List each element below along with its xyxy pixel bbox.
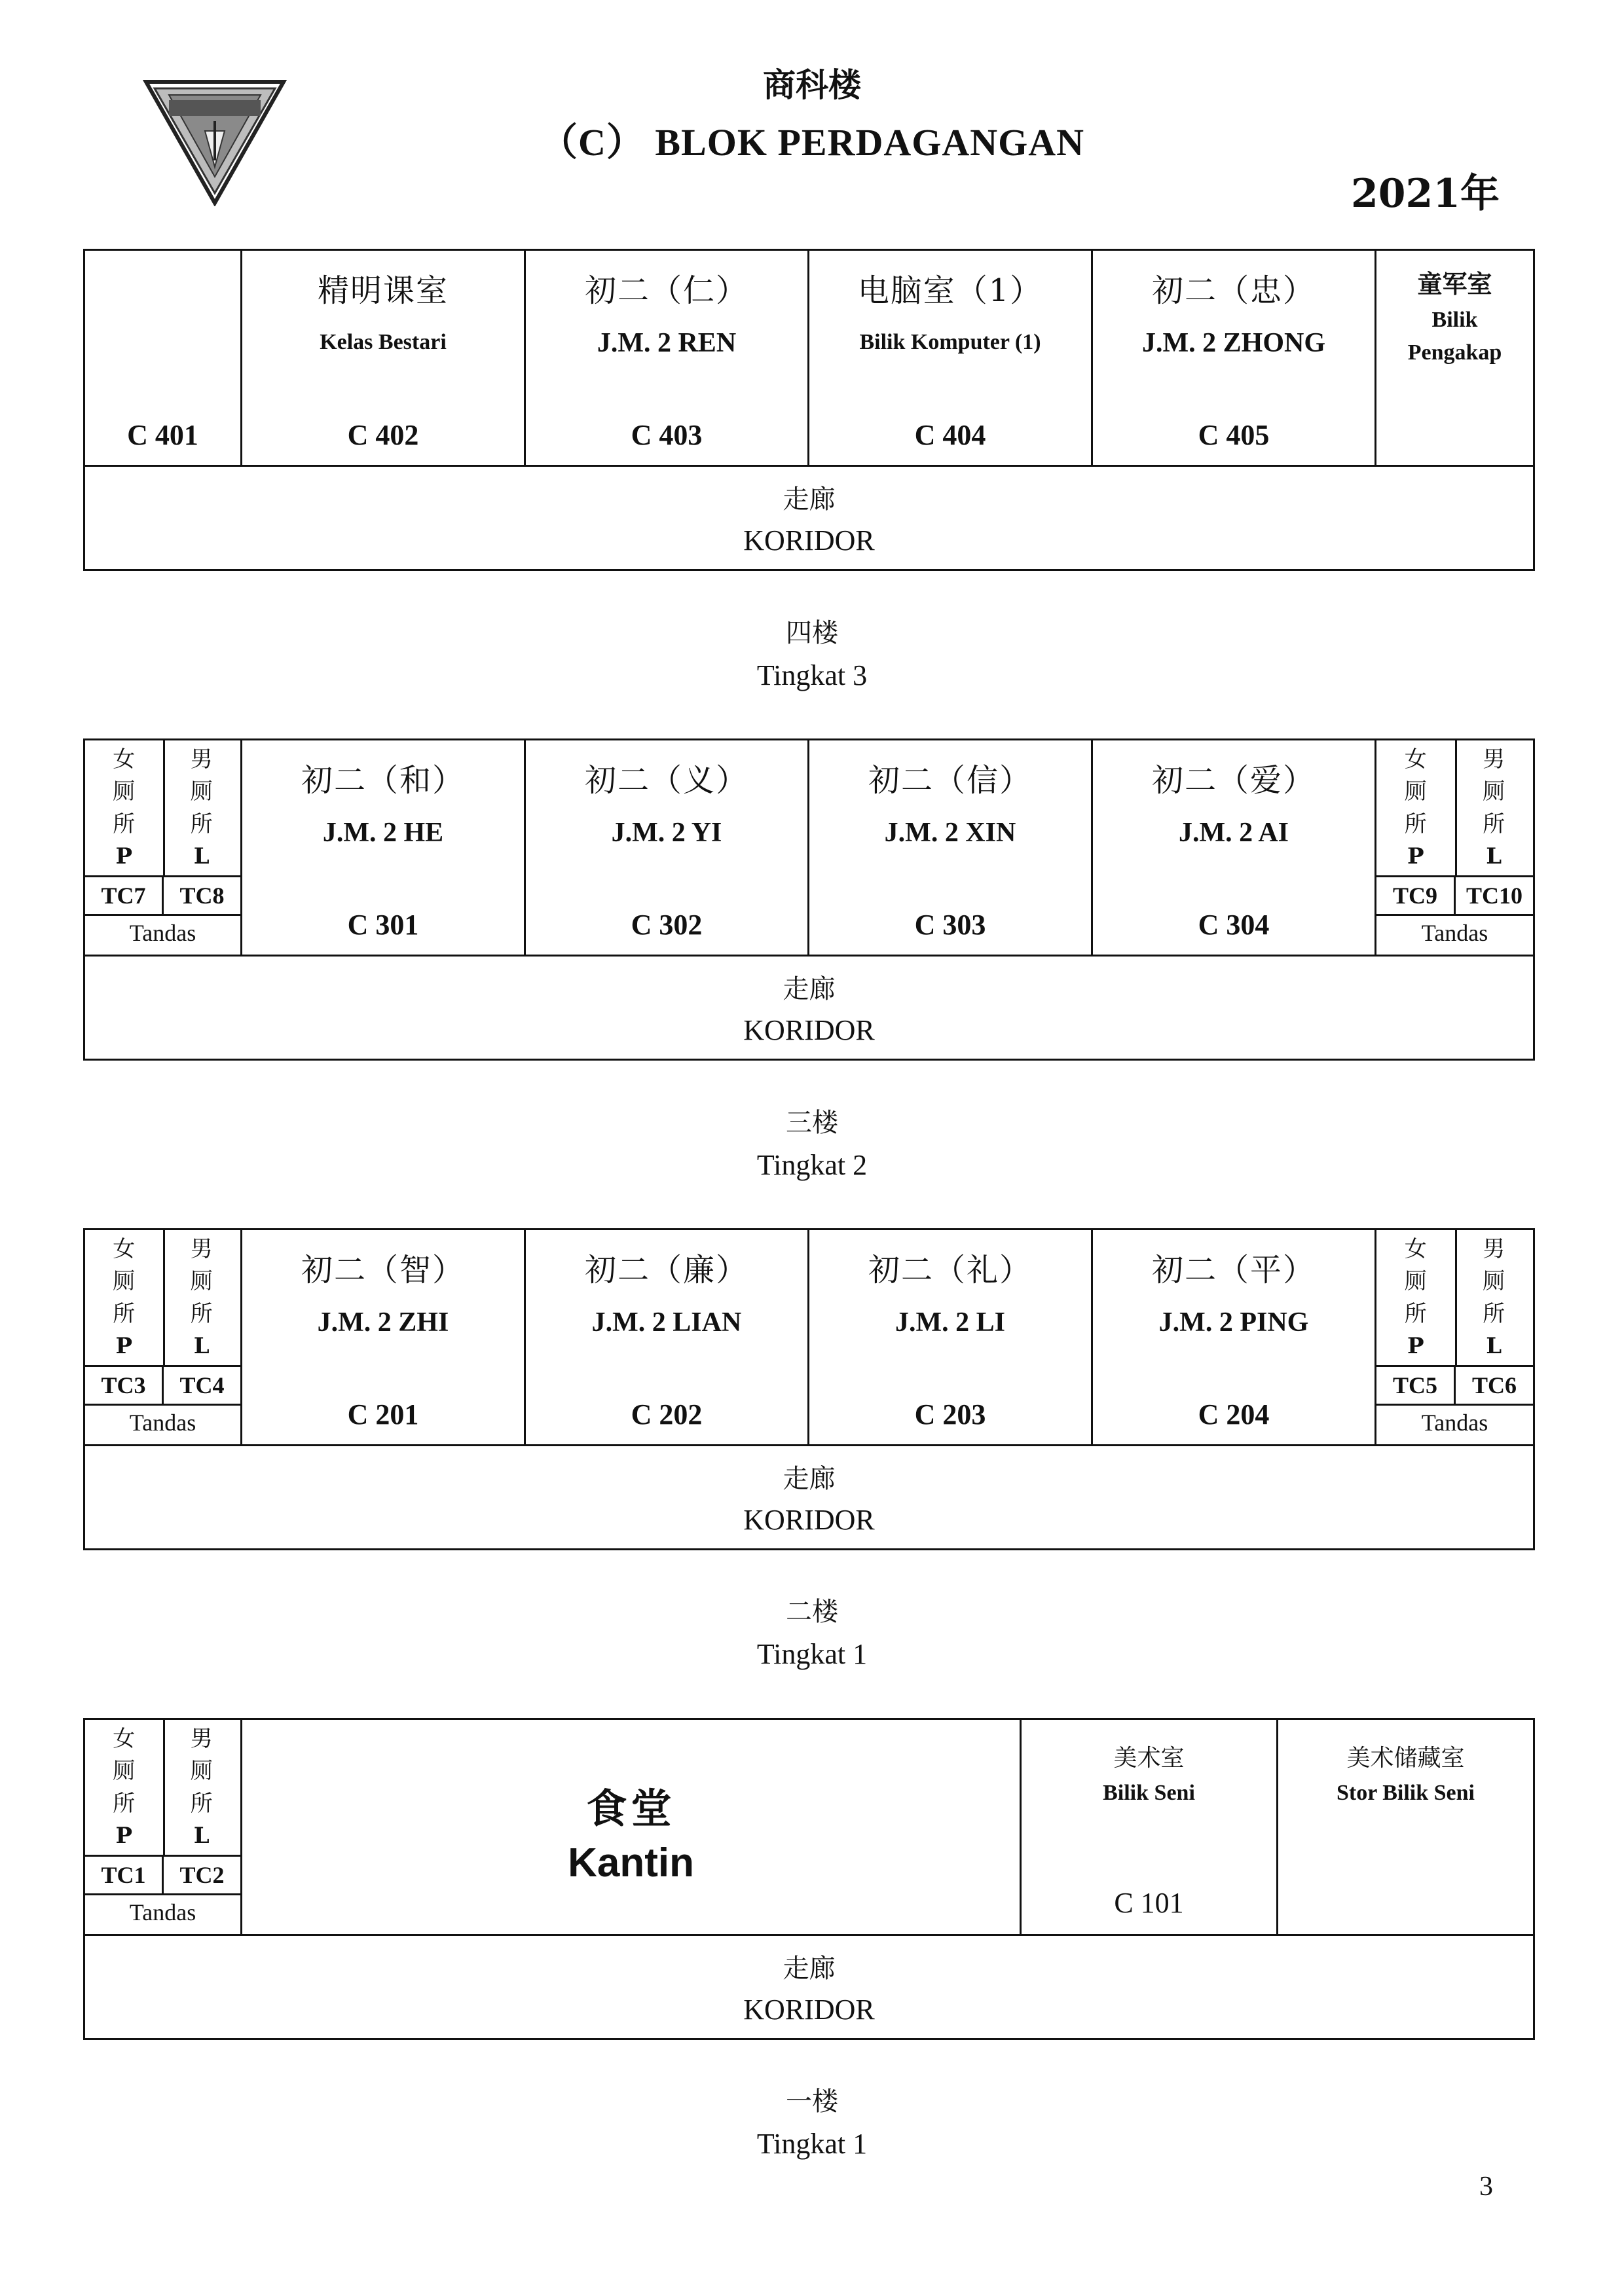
- female-toilet: 女 厕 所 P: [85, 1720, 165, 1855]
- year: 2021年: [1351, 171, 1500, 217]
- toilet-block-left: 女 厕 所 P 男 厕 所 L TC3 TC4 Tandas: [84, 1230, 242, 1446]
- floor-label-2: 二楼 Tingkat 1: [756, 1597, 868, 1670]
- corridor: 走廊 KORIDOR: [84, 956, 1534, 1060]
- floor-2-plan: [83, 1228, 1535, 1550]
- toilet-block-right: 女 厕 所 P 男 厕 所 L TC9 TC10 Tandas: [1376, 740, 1534, 956]
- toilet-block-left: 女 厕 所 P 男 厕 所 L TC7 TC8 Tandas: [84, 740, 242, 956]
- room-c202: 初二（廉） J.M. 2 LIAN C 202: [525, 1230, 809, 1446]
- female-toilet: 女 厕 所 P: [1376, 740, 1457, 875]
- floor-4-plan: [83, 249, 1535, 571]
- room-c402: 精明课室 Kelas Bestari C 402: [242, 250, 525, 466]
- room-c304: 初二（爱） J.M. 2 AI C 304: [1092, 740, 1376, 956]
- corridor: 走廊 KORIDOR: [84, 1935, 1534, 2039]
- room-c404: 电脑室（1） Bilik Komputer (1) C 404: [809, 250, 1092, 466]
- room-c405: 初二（忠） J.M. 2 ZHONG C 405: [1092, 250, 1376, 466]
- room-c302: 初二（义） J.M. 2 YI C 302: [525, 740, 809, 956]
- floor-1-plan: [83, 1718, 1535, 2040]
- corridor: 走廊 KORIDOR: [84, 1446, 1534, 1550]
- title-malay: （C） BLOK PERDAGANGAN: [539, 121, 1085, 164]
- male-toilet: 男 厕 所 L: [190, 1236, 213, 1359]
- room-stor-bilik-seni: 美术储藏室 Stor Bilik Seni: [1278, 1719, 1534, 1935]
- floor-3-plan: [83, 738, 1535, 1061]
- room-c101: 美术室 Bilik Seni C 101: [1021, 1719, 1278, 1935]
- room-c204: 初二（平） J.M. 2 PING C 204: [1092, 1230, 1376, 1446]
- room-c301: 初二（和） J.M. 2 HE C 301: [242, 740, 525, 956]
- room-c203: 初二（礼） J.M. 2 LI C 203: [809, 1230, 1092, 1446]
- female-toilet: 女 厕 所 P: [85, 1230, 165, 1365]
- male-toilet: 男 厕 所 L: [190, 1726, 213, 1849]
- page-number: 3: [1479, 2172, 1493, 2202]
- floor-label-3: 三楼 Tingkat 2: [756, 1108, 868, 1181]
- floor-label-1: 一楼 Tingkat 1: [756, 2086, 868, 2160]
- room-scout: 童军室 Bilik Pengakap: [1376, 250, 1534, 466]
- male-toilet: 男 厕 所 L: [190, 746, 213, 869]
- toilet-block-left: 女 厕 所 P 男 厕 所 L TC1 TC2 Tandas: [84, 1719, 242, 1935]
- corridor: 走廊 KORIDOR: [84, 466, 1534, 570]
- male-toilet: 男 厕 所 L: [1483, 1236, 1505, 1359]
- female-toilet: 女 厕 所 P: [1376, 1230, 1457, 1365]
- room-c303: 初二（信） J.M. 2 XIN C 303: [809, 740, 1092, 956]
- title-chinese: 商科楼: [763, 65, 861, 104]
- room-c201: 初二（智） J.M. 2 ZHI C 201: [242, 1230, 525, 1446]
- male-toilet: 男 厕 所 L: [1483, 746, 1505, 869]
- female-toilet: 女 厕 所 P: [85, 740, 165, 875]
- room-c401: C 401: [84, 250, 242, 466]
- toilet-block-right: 女 厕 所 P 男 厕 所 L TC5 TC6 Tandas: [1376, 1230, 1534, 1446]
- room-kantin: 食堂 Kantin: [242, 1719, 1021, 1935]
- room-c403: 初二（仁） J.M. 2 REN C 403: [525, 250, 809, 466]
- floor-label-4: 四楼 Tingkat 3: [756, 618, 868, 691]
